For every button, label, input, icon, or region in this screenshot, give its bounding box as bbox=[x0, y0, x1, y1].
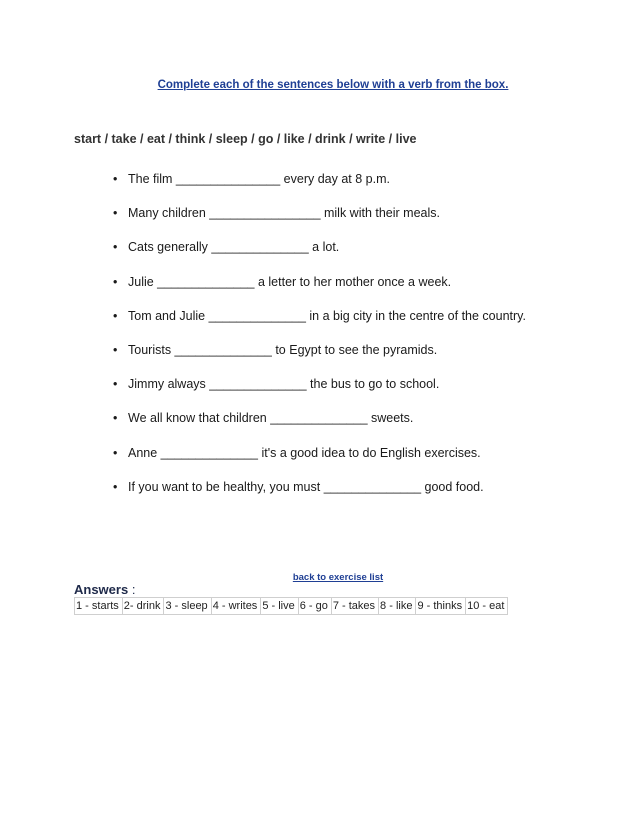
sentence-text: The film _______________ every day at 8 p.m. bbox=[128, 172, 390, 186]
answer-cell: 9 - thinks bbox=[416, 598, 466, 615]
bullet-icon: • bbox=[113, 172, 118, 186]
answer-cell: 3 - sleep bbox=[164, 598, 211, 615]
bullet-icon: • bbox=[113, 411, 118, 426]
sentence-item bbox=[0, 339, 526, 373]
answers-table bbox=[74, 597, 508, 615]
sentence-text: We all know that children ______________ sweets. bbox=[128, 411, 414, 426]
answer-cell: 7 - takes bbox=[331, 598, 378, 615]
answer-cell: 5 - live bbox=[261, 598, 298, 615]
sentence-text: Many children ________________ milk with their meals. bbox=[128, 206, 440, 221]
sentence-text: Anne ______________ it's a good idea to do English exercises. bbox=[128, 445, 481, 460]
sentence-item bbox=[0, 442, 526, 476]
exercise-title bbox=[0, 79, 638, 91]
answer-cell: 6 - go bbox=[298, 598, 331, 615]
bullet-icon: • bbox=[113, 342, 118, 357]
bullet-icon: • bbox=[113, 308, 118, 323]
answers-colon: : bbox=[131, 582, 136, 597]
bullet-icon: • bbox=[113, 274, 118, 289]
answers-label bbox=[74, 582, 135, 597]
sentence-item bbox=[0, 373, 526, 407]
sentence-item bbox=[0, 305, 526, 339]
bullet-icon: • bbox=[113, 240, 118, 255]
bullet-icon: • bbox=[113, 377, 118, 392]
answer-cell: 1 - starts bbox=[75, 598, 123, 615]
sentence-text: Cats generally ______________ a lot. bbox=[128, 240, 340, 255]
sentence-text: Julie ______________ a letter to her mother once a week. bbox=[128, 274, 452, 289]
answer-cell: 8 - like bbox=[379, 598, 416, 615]
sentence-item bbox=[0, 476, 526, 510]
bullet-icon: • bbox=[113, 206, 118, 221]
sentence-text: Tom and Julie ______________ in a big city in the centre of the country. bbox=[128, 308, 526, 323]
bullet-icon: • bbox=[113, 445, 118, 460]
sentence-item bbox=[0, 168, 526, 202]
sentence-list bbox=[0, 168, 526, 510]
bullet-icon: • bbox=[113, 479, 118, 494]
sentence-item bbox=[0, 202, 526, 236]
answer-cell: 4 - writes bbox=[211, 598, 261, 615]
answer-cell: 2- drink bbox=[122, 598, 164, 615]
verb-box: start / take / eat / think / sleep / go / like / drink / write / live bbox=[74, 132, 417, 146]
exercise-title-text: Complete each of the sentences below with a verb from the box. bbox=[157, 79, 509, 91]
back-to-exercise-list-link[interactable]: back to exercise list bbox=[292, 572, 384, 583]
sentence-item bbox=[0, 236, 526, 270]
sentence-text: If you want to be healthy, you must ______________ good food. bbox=[128, 479, 484, 494]
sentence-text: Jimmy always ______________ the bus to go to school. bbox=[128, 377, 440, 392]
sentence-item bbox=[0, 407, 526, 441]
sentence-item bbox=[0, 271, 526, 305]
sentence-text: Tourists ______________ to Egypt to see the pyramids. bbox=[128, 342, 438, 357]
answers-row bbox=[75, 598, 508, 615]
answer-cell: 10 - eat bbox=[466, 598, 508, 615]
answers-label-text: Answers bbox=[74, 582, 129, 597]
